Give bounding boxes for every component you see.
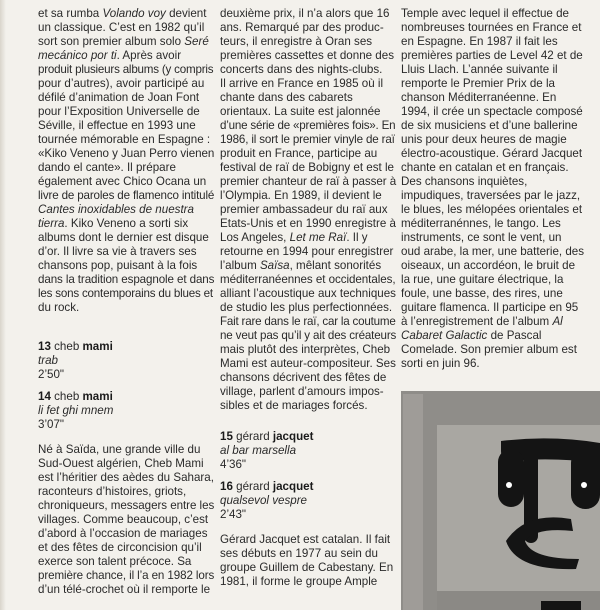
text-segment: méditerranéennes et occidentales,	[220, 273, 396, 286]
page-edge-shadow	[0, 0, 6, 610]
text-segment: oiseaux, un accordéon, le bruit de	[401, 259, 576, 272]
italic-text: Seré	[184, 35, 209, 48]
text-segment: d’un télé-crochet où il remporte le	[38, 583, 211, 596]
text-line	[38, 133, 214, 147]
text-segment: pour l’Exposition Universelle de	[38, 105, 200, 118]
text-line	[220, 7, 396, 21]
text-segment: et sa rumba	[38, 7, 103, 20]
text-line	[38, 340, 113, 354]
text-line	[401, 49, 584, 63]
text-paragraph	[220, 7, 396, 413]
text-segment: cheb	[50, 390, 83, 403]
text-segment: Sud-Ouest algérien, Cheb Mami	[38, 457, 204, 470]
text-line	[38, 583, 214, 597]
text-line	[38, 569, 214, 583]
text-line	[401, 287, 584, 301]
text-line	[401, 147, 584, 161]
text-segment: est l’héritier des aèdes du Sahara,	[38, 471, 214, 484]
text-segment: dando el cante». Il prépare	[38, 161, 176, 174]
text-segment: gérard	[232, 480, 273, 493]
text-segment: impudiques, traversées par le jazz,	[401, 189, 581, 202]
text-segment: Los Angeles,	[220, 231, 290, 244]
text-segment: produit plusieurs albums (y compris	[38, 63, 214, 76]
text-line	[401, 231, 584, 245]
text-segment: un classique. C’est en 1982 qu’il	[38, 21, 205, 34]
text-line	[38, 147, 214, 161]
text-segment: de Pascal	[487, 329, 542, 342]
text-line	[401, 259, 584, 273]
text-line	[220, 494, 313, 508]
bold-text: jacquet	[272, 480, 314, 493]
text-segment: guitare flamenca. Il participe en 95	[401, 301, 579, 314]
text-segment: raconteurs d’histoires, griots,	[38, 485, 187, 498]
text-line	[38, 105, 214, 119]
text-segment: Né à Saïda, une grande ville du	[38, 443, 201, 456]
text-segment: chante dans des cabarets	[220, 91, 353, 104]
text-segment: nombreuses tournées en France et	[401, 21, 582, 34]
text-segment: ans. Remarqué par des produc-	[220, 21, 384, 34]
text-line	[220, 315, 396, 329]
text-segment: instruments, ce sont le vent, un	[401, 231, 562, 244]
text-line	[220, 147, 396, 161]
text-line	[220, 371, 396, 385]
text-line	[38, 273, 214, 287]
bold-text: 15	[220, 430, 233, 443]
text-paragraph	[38, 7, 214, 315]
text-segment: . Après avoir	[116, 49, 182, 62]
text-line	[38, 259, 214, 273]
text-line	[38, 77, 214, 91]
text-line	[401, 189, 584, 203]
text-line	[401, 245, 584, 259]
text-segment: Fait rare dans le raï, car la coutume	[220, 315, 396, 328]
text-segment: teurs, il enregistre à Oran ses	[220, 35, 373, 48]
text-line	[220, 35, 396, 49]
text-segment: 1986, il sort le premier vinyle de raï	[220, 133, 395, 146]
text-segment: l’Olympia. En 1989, il devient le	[220, 189, 382, 202]
text-line	[401, 91, 584, 105]
text-segment: à l’enregistrement de l’album	[401, 315, 553, 328]
text-line	[220, 561, 393, 575]
text-line	[401, 35, 584, 49]
text-segment: et des fêtes de circoncision qu’il	[38, 541, 202, 554]
text-line	[38, 368, 113, 382]
text-line	[401, 133, 584, 147]
text-line	[220, 21, 396, 35]
text-line	[38, 217, 214, 231]
text-line	[38, 499, 214, 513]
column-1	[38, 7, 214, 607]
bold-text: jacquet	[272, 430, 314, 443]
text-line	[401, 105, 584, 119]
text-segment: Il arrive en France en 1985 où il	[220, 77, 384, 90]
text-line	[38, 555, 214, 569]
text-line	[38, 457, 214, 471]
text-segment: le blues, les mélopées orientales et	[401, 203, 583, 216]
text-line	[401, 161, 584, 175]
text-segment: Comelade. Son premier album est	[401, 343, 577, 356]
text-line	[220, 231, 396, 245]
text-paragraph	[220, 533, 393, 589]
text-line	[401, 203, 584, 217]
text-segment: alliant l’acoustique aux techniques	[220, 287, 396, 300]
text-line	[38, 7, 214, 21]
text-line	[220, 301, 396, 315]
text-line	[220, 273, 396, 287]
text-segment: orientaux. La suite est jalonnée	[220, 105, 381, 118]
text-segment: premier chanteur de raï à passer à	[220, 175, 397, 188]
text-line	[220, 430, 313, 444]
text-segment: sort son premier album solo	[38, 35, 185, 48]
text-line	[220, 533, 393, 547]
text-paragraph	[401, 7, 584, 371]
text-line	[38, 231, 214, 245]
text-line	[401, 329, 584, 343]
text-line	[220, 91, 396, 105]
text-line	[220, 245, 396, 259]
text-segment: Etats-Unis et en 1990 enregistre à	[220, 217, 396, 230]
text-segment: premières parties de Level 42 et de	[401, 49, 583, 62]
text-segment: ses débuts en 1977 au sein du	[220, 547, 378, 560]
text-line	[220, 105, 396, 119]
face-eye-right	[581, 482, 587, 488]
text-line	[220, 49, 396, 63]
art-frame-left-strip	[403, 394, 423, 610]
text-line	[38, 443, 214, 457]
text-segment: dans la tradition espagnole et dans	[38, 273, 215, 286]
text-line	[38, 189, 214, 203]
text-line	[220, 444, 313, 458]
text-segment: Temple avec lequel il effectue de	[401, 7, 570, 20]
text-line	[38, 161, 214, 175]
text-line	[401, 315, 584, 329]
text-line	[220, 287, 396, 301]
track-listing	[38, 340, 113, 382]
artwork-image	[401, 391, 600, 610]
text-segment: . Il y	[346, 231, 368, 244]
text-segment: «Kiko Veneno y Juan Perro vienen	[38, 147, 215, 160]
text-line	[220, 133, 396, 147]
text-segment: Mami est auteur-compositeur. Ses	[220, 357, 396, 370]
text-segment: la rue, une guitare électrique, la	[401, 273, 564, 286]
text-segment: 3’07"	[38, 418, 65, 431]
text-segment: concerts dans des nights-clubs.	[220, 63, 383, 76]
text-line	[38, 541, 214, 555]
text-line	[38, 404, 113, 418]
text-line	[401, 357, 584, 371]
text-line	[401, 273, 584, 287]
text-line	[38, 21, 214, 35]
text-line	[401, 7, 584, 21]
text-line	[38, 203, 214, 217]
text-segment: Lluis Llach. L’année suivante il	[401, 63, 558, 76]
text-line	[401, 63, 584, 77]
text-segment: Des chansons inquiètes,	[401, 175, 528, 188]
track-listing	[220, 480, 313, 522]
italic-text: Saïsa	[259, 259, 290, 272]
track-listing	[38, 390, 113, 432]
column-2	[220, 7, 396, 607]
text-segment: 2’50"	[38, 368, 65, 381]
text-line	[220, 343, 396, 357]
text-segment: mais plutôt des interprètes, Cheb	[220, 343, 391, 356]
track-listing	[220, 430, 313, 472]
text-segment: tournée mémorable en Espagne :	[38, 133, 211, 146]
italic-text: Cantes inoxidables de nuestra	[38, 203, 194, 216]
text-segment: également avec Chico Ocana un	[38, 175, 207, 188]
text-line	[220, 547, 393, 561]
text-paragraph	[38, 443, 214, 597]
text-segment: premières cassettes et donne des	[220, 49, 395, 62]
text-segment: du rock.	[38, 301, 80, 314]
text-segment: les sons contemporains du blues et	[38, 287, 213, 300]
text-line	[220, 480, 313, 494]
text-segment: retourne en 1994 pour enregistrer	[220, 245, 394, 258]
text-line	[220, 119, 396, 133]
text-segment: d’abord à l’occasion de mariages	[38, 527, 208, 540]
text-line	[220, 508, 313, 522]
text-segment: de six musiciens et d’une ballerine	[401, 119, 578, 132]
text-line	[220, 217, 396, 231]
text-segment: d’or. Il livre sa vie à travers ses	[38, 245, 197, 258]
text-segment: chanson Méditerranéenne. En	[401, 91, 557, 104]
text-segment: villages. Comme beaucoup, c’est	[38, 513, 209, 526]
bold-text: mami	[82, 340, 113, 353]
text-segment: électro-acoustique. Gérard Jacquet	[401, 147, 583, 160]
text-line	[220, 203, 396, 217]
text-segment: méditerranénnes, le tango. Les	[401, 217, 561, 230]
text-line	[38, 63, 214, 77]
text-line	[220, 259, 396, 273]
text-line	[401, 217, 584, 231]
text-segment: Séville, il effectue en 1993 une	[38, 119, 196, 132]
text-segment: cheb	[50, 340, 83, 353]
text-line	[38, 119, 214, 133]
text-line	[220, 357, 396, 371]
text-segment: groupe Guillem de Cabestany. En	[220, 561, 394, 574]
text-segment: l’album	[220, 259, 260, 272]
text-line	[220, 189, 396, 203]
text-line	[38, 35, 214, 49]
bold-text: 16	[220, 480, 233, 493]
text-segment: unis pour deux heures de magie	[401, 133, 567, 146]
text-line	[38, 91, 214, 105]
text-segment: . Kiko Veneno a sorti six	[64, 217, 189, 230]
text-line	[220, 77, 396, 91]
text-line	[401, 77, 584, 91]
text-segment: produit en France, participe au	[220, 147, 378, 160]
text-segment: défilé d’animation de Joan Font	[38, 91, 200, 104]
painted-face-artwork	[401, 391, 600, 610]
italic-text: al bar marsella	[220, 444, 297, 457]
text-line	[220, 161, 396, 175]
text-segment: , mêlant sonorités	[289, 259, 382, 272]
text-segment: chante en catalan et en français.	[401, 161, 569, 174]
text-line	[220, 63, 396, 77]
text-segment: sorti en juin 96.	[401, 357, 480, 370]
bold-text: mami	[82, 390, 113, 403]
face-eye-left	[506, 482, 512, 488]
text-line	[220, 575, 393, 589]
text-segment: remporte le Premier Prix de la	[401, 77, 555, 90]
text-segment: 2’43"	[220, 508, 247, 521]
text-line	[38, 418, 113, 432]
text-line	[38, 513, 214, 527]
text-segment: festival de raï de Bobigny et est le	[220, 161, 395, 174]
text-line	[220, 329, 396, 343]
text-segment: foule, une basse, des rires, une	[401, 287, 563, 300]
text-line	[401, 343, 584, 357]
text-line	[38, 245, 214, 259]
text-line	[38, 390, 113, 404]
text-segment: sibles et de mariages forcés.	[220, 399, 368, 412]
text-line	[401, 21, 584, 35]
text-line	[38, 471, 214, 485]
text-line	[38, 354, 113, 368]
text-segment: chroniqueurs, messagers entre les	[38, 499, 215, 512]
text-segment: premier ambassadeur du raï aux	[220, 203, 388, 216]
italic-text: li fet ghi mnem	[38, 404, 114, 417]
text-segment: Gérard Jacquet est catalan. Il fait	[220, 533, 391, 546]
italic-text: mecánico por ti	[38, 49, 117, 62]
text-line	[220, 458, 313, 472]
text-line	[401, 119, 584, 133]
text-segment: en Espagne. En 1987 il fait les	[401, 35, 558, 48]
text-segment: chansons pop, puisant à la fois	[38, 259, 198, 272]
italic-text: Volando voy	[102, 7, 166, 20]
text-segment: pour d’autres), avoir participé au	[38, 77, 205, 90]
text-line	[38, 49, 214, 63]
text-segment: d’une série de «premières fois». En	[220, 119, 396, 132]
italic-text: Let me Raï	[289, 231, 347, 244]
text-segment: exerce son talent précoce. Sa	[38, 555, 192, 568]
text-segment: devient	[165, 7, 207, 20]
text-line	[401, 175, 584, 189]
text-segment: de studio les plus perfectionnées.	[220, 301, 393, 314]
text-segment: livre de paroles de flamenco intitulé	[38, 189, 215, 202]
bold-text: 13	[38, 340, 51, 353]
text-line	[38, 287, 214, 301]
text-line	[401, 301, 584, 315]
text-line	[220, 399, 396, 413]
text-line	[38, 301, 214, 315]
italic-text: tierra	[38, 217, 65, 230]
text-segment: 1981, il forme le groupe Ample	[220, 575, 378, 588]
text-line	[38, 527, 214, 541]
italic-text: qualsevol vespre	[220, 494, 308, 507]
text-segment: 1994, il crée un spectacle composé	[401, 105, 583, 118]
text-segment: 4’36"	[220, 458, 247, 471]
text-segment: gérard	[232, 430, 273, 443]
text-segment: deuxième prix, il n’a alors que 16	[220, 7, 390, 20]
text-line	[38, 485, 214, 499]
text-line	[38, 175, 214, 189]
text-segment: première chance, il l’a en 1982 lors	[38, 569, 215, 582]
italic-text: Cabaret Galactic	[401, 329, 488, 342]
text-segment: albums dont le dernier est disque	[38, 231, 209, 244]
text-segment: oud arabe, la mer, une batterie, des	[401, 245, 585, 258]
bold-text: 14	[38, 390, 51, 403]
italic-text: Al	[552, 315, 563, 328]
text-segment: chansons décrivent des fêtes de	[220, 371, 387, 384]
text-line	[220, 385, 396, 399]
italic-text: trab	[38, 354, 58, 367]
text-line	[220, 175, 396, 189]
text-segment: village, parlent d’amours impos-	[220, 385, 384, 398]
text-segment: ne veut pas qu’il y ait des créateurs	[220, 329, 397, 342]
